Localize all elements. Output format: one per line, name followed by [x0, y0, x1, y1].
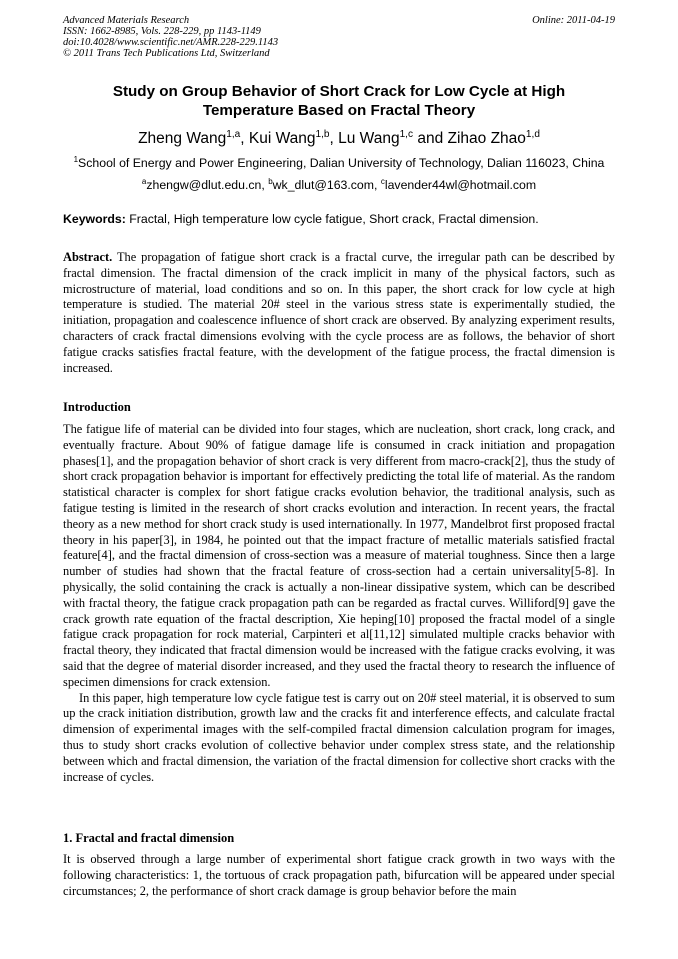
author-separator: and — [413, 130, 448, 147]
online-date: Online: 2011-04-19 — [532, 15, 615, 26]
author-affil-sup: 1,b — [315, 128, 330, 140]
affiliation-sup: 1 — [73, 154, 79, 164]
copyright-line: © 2011 Trans Tech Publications Ltd, Switzerland — [63, 48, 270, 59]
email-c[interactable]: lavender44wl@hotmail.com — [384, 178, 537, 192]
doi-line[interactable]: doi:10.4028/www.scientific.net/AMR.228-229.1143 — [63, 37, 279, 48]
issn-line: ISSN: 1662-8985, Vols. 228-229, pp 1143-1149 — [63, 26, 261, 37]
email-sup: b — [268, 176, 273, 186]
keywords-label: Keywords: — [63, 212, 126, 226]
author-list — [63, 130, 615, 148]
intro-paragraph-2: In this paper, high temperature low cycle fatigue test is carry out on 20# steel material, it is observed to sum up the crack initiation distribution, growth law and the cracks fit and interference effects, and calculate fractal dimension of experimental images with the self-compiled fractal dimension calculation program for images, thus to study short cracks evolution of collective behavior under complex stress state, and the relationship between which and fractal dimension, the variation of the fractal dimension for collective short cracks with the increase of cycles. — [63, 690, 615, 784]
journal-name: Advanced Materials Research — [63, 15, 190, 26]
introduction-body — [63, 422, 615, 785]
author-name: Zihao Zhao — [447, 130, 526, 147]
title-line-1: Study on Group Behavior of Short Crack for Low Cycle at High — [112, 83, 566, 100]
email-sup: c — [380, 176, 385, 186]
abstract-text: The propagation of fatigue short crack is a fractal curve, the irregular path can be described by fractal dimension. The fractal dimension of the crack implicit in many of the physical factors, such as microstructure of material, load conditions and so on. In this paper, the short crack for low cycle at high temperature is studied. The material 20# steel in the various stress state is experimentally studied, the initiation, propagation and coalescence influence of short crack are observed. By analyzing experiment results, characters of crack fractal dimensions evolving with the cycle process are as follows, the behavior of short fatigue cracks satisfies fractal feature, with the development of the fatigue process, the fractal dimension is increased. — [63, 250, 615, 375]
author-name: Zheng Wang — [138, 130, 227, 147]
paper-title — [63, 82, 615, 120]
author-separator: , — [329, 130, 339, 147]
author-separator: , — [240, 130, 249, 147]
email-list — [63, 178, 615, 193]
abstract-paragraph — [63, 250, 615, 376]
author-name: Kui Wang — [248, 130, 316, 147]
intro-paragraph-1: The fatigue life of material can be divided into four stages, which are nucleation, short crack, long crack, and eventually fracture. About 90% of fatigue damage life is consumed in crack initiation and propagation phases[1], and the propagation behavior of short crack is very different from macro-crack[2], thus the study of short crack propagation behavior is important for effectively predicting the total life of material. As the random statistical character is complex for short fatigue cracks evolution behavior, the traditional analysis, such as fatigue testing is limited in the research of short cracks evolution and interaction. In recent years, the fractal theory as a new method for short crack study is used internationally. In 1977, Mandelbrot first proposed fractal theory in his paper[3], in 1984, he pointed out that the impact fracture of metallic materials satisfied fractal feature[4], and the fractal dimension of cross-section was a measure of material toughness. Since then a large number of studies had shown that the fractal feature of cross-section had a certain universality[5-8]. In physically, the solid containing the crack is actually a non-linear dissipative system, which can be described with fractal theory, the fatigue crack propagation path can be regarded as fractal curves. Williford[9] gave the crack growth rate equation of the fractal description, Xie heping[10] proposed the fractal model of a single fatigue crack propagation for rock material, Carpinteri et al[11,12] simulated multiple cracks behavior with fractal theory, they indicated that fractal dimension would be increased with the fatigue cracks evolving, it was said that the degree of material disorder increased, and they used the fractal theory to research the influence of specimen dimensions for crack extension. — [63, 422, 615, 689]
abstract-label: Abstract. — [63, 250, 113, 264]
abstract — [63, 250, 615, 376]
author-affil-sup: 1,c — [399, 128, 414, 140]
email-b[interactable]: wk_dlut@163.com, — [272, 178, 381, 192]
author-affil-sup: 1,d — [525, 128, 540, 140]
affiliation-text: School of Energy and Power Engineering, Dalian University of Technology, Dalian 116023, China — [78, 156, 605, 170]
section-heading-fractal: 1. Fractal and fractal dimension — [63, 831, 235, 845]
fractal-section-body — [63, 852, 615, 899]
fractal-paragraph-1: It is observed through a large number of experimental short fatigue crack growth in two ways with the following characteristics: 1, the tortuous of crack propagation path, bifurcation will be appeared under special circumstances; 2, the performance of short crack damage is group behavior before the main — [63, 852, 615, 898]
keywords-text: Fractal, High temperature low cycle fatigue, Short crack, Fractal dimension. — [125, 212, 539, 226]
email-a[interactable]: zhengw@dlut.edu.cn, — [146, 178, 269, 192]
title-line-2: Temperature Based on Fractal Theory — [202, 102, 476, 119]
keywords — [63, 212, 615, 227]
author-name: Lu Wang — [338, 130, 400, 147]
affiliation — [63, 156, 615, 171]
author-affil-sup: 1,a — [226, 128, 241, 140]
journal-header — [63, 15, 615, 59]
section-heading-introduction: Introduction — [63, 400, 131, 414]
email-sup: a — [141, 176, 147, 186]
